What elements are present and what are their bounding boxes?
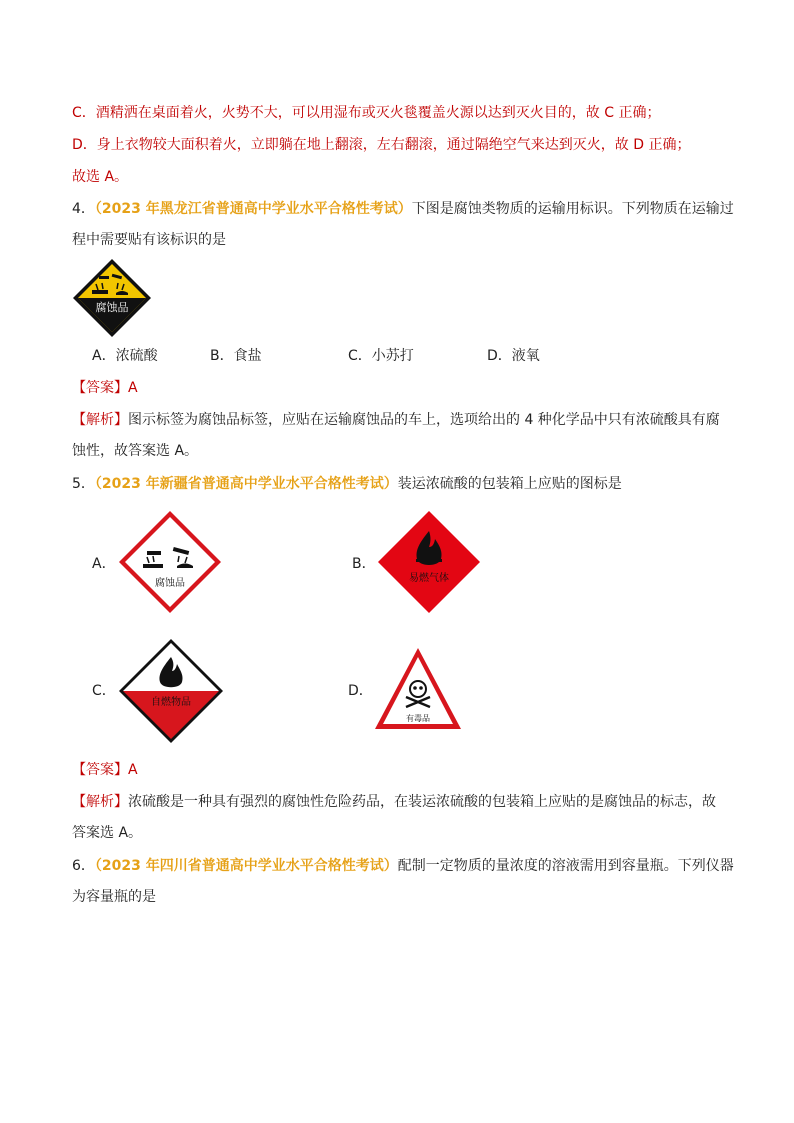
q5-option-d-letter[interactable]: D． bbox=[348, 683, 373, 699]
q5-sign-a-label: 腐蚀品 bbox=[155, 578, 185, 589]
explanation-line-c: C．酒精洒在桌面着火，火势不大，可以用湿布或灭火毯覆盖火源以达到灭火目的，故 C 正确； bbox=[72, 105, 661, 121]
q4-option-b[interactable]: B．食盐 bbox=[210, 348, 262, 364]
q4-answer bbox=[72, 378, 138, 398]
q5-stem-text: 装运浓硫酸的包装箱上应贴的图标是 bbox=[397, 476, 622, 492]
q4-option-c[interactable]: C．小苏打 bbox=[348, 348, 414, 364]
q5-option-c-letter[interactable]: C． bbox=[92, 683, 116, 699]
q4-analysis-1: 图示标签为腐蚀品标签，应贴在运输腐蚀品的车上，选项给出的 4 种化学品中只有浓硫酸具有腐 bbox=[128, 412, 720, 428]
q4-stem-1: 下图是腐蚀类物质的运输用标识。下列物质在运输过 bbox=[411, 201, 734, 217]
corrosive-sign-icon bbox=[72, 258, 152, 338]
q5-option-b-letter[interactable]: B． bbox=[352, 556, 376, 572]
q5-answer-tag: 【答案】 bbox=[72, 762, 128, 778]
q4-source: （2023 年黑龙江省普通高中学业水平合格性考试） bbox=[94, 201, 412, 217]
q5-answer-value: A bbox=[128, 762, 138, 778]
q5-source: （2023 年新疆省普通高中学业水平合格性考试） bbox=[94, 476, 398, 492]
q4-number: 4． bbox=[72, 201, 95, 217]
q4-analysis-cont: 蚀性，故答案选 A。 bbox=[72, 443, 199, 459]
q6-source: （2023 年四川省普通高中学业水平合格性考试） bbox=[94, 858, 398, 874]
flammable-gas-sign-icon[interactable] bbox=[376, 509, 482, 615]
q6-stem-1: 配制一定物质的量浓度的溶液需用到容量瓶。下列仪器 bbox=[397, 858, 734, 874]
q5-analysis bbox=[72, 792, 716, 812]
q5-option-a-letter[interactable]: A． bbox=[92, 556, 116, 572]
q5-number: 5． bbox=[72, 476, 95, 492]
q4-answer-tag: 【答案】 bbox=[72, 380, 128, 396]
q4-option-a[interactable]: A．浓硫酸 bbox=[92, 348, 158, 364]
q4-sign-label: 腐蚀品 bbox=[95, 301, 129, 314]
q5-sign-c-label: 自燃物品 bbox=[151, 697, 191, 708]
q5-analysis-tag: 【解析】 bbox=[72, 794, 128, 810]
q4-analysis bbox=[72, 410, 720, 430]
q5-analysis-1: 浓硫酸是一种具有强烈的腐蚀性危险药品，在装运浓硫酸的包装箱上应贴的是腐蚀品的标志，故 bbox=[128, 794, 716, 810]
q6-stem-cont: 为容量瓶的是 bbox=[72, 889, 156, 905]
toxic-sign-icon[interactable] bbox=[372, 645, 464, 733]
q4-stem bbox=[72, 199, 734, 219]
spontaneous-combustion-sign-icon[interactable] bbox=[117, 637, 225, 745]
q5-analysis-cont: 答案选 A。 bbox=[72, 825, 143, 841]
q5-stem bbox=[72, 474, 622, 494]
explanation-line-d: D．身上衣物较大面积着火，立即躺在地上翻滚，左右翻滚，通过隔绝空气来达到灭火，故 D 正确； bbox=[72, 137, 691, 153]
q5-sign-b-label: 易燃气体 bbox=[409, 573, 449, 584]
q4-stem-cont: 程中需要贴有该标识的是 bbox=[72, 232, 226, 248]
q5-sign-d-label: 有毒品 bbox=[406, 714, 430, 723]
q6-stem bbox=[72, 856, 734, 876]
q4-option-d[interactable]: D．液氧 bbox=[487, 348, 540, 364]
q6-number: 6． bbox=[72, 858, 95, 874]
q5-answer bbox=[72, 760, 138, 780]
q4-answer-value: A bbox=[128, 380, 138, 396]
q4-analysis-tag: 【解析】 bbox=[72, 412, 128, 428]
explanation-conclusion: 故选 A。 bbox=[72, 169, 129, 185]
corrosive-sign-icon[interactable] bbox=[117, 509, 223, 615]
